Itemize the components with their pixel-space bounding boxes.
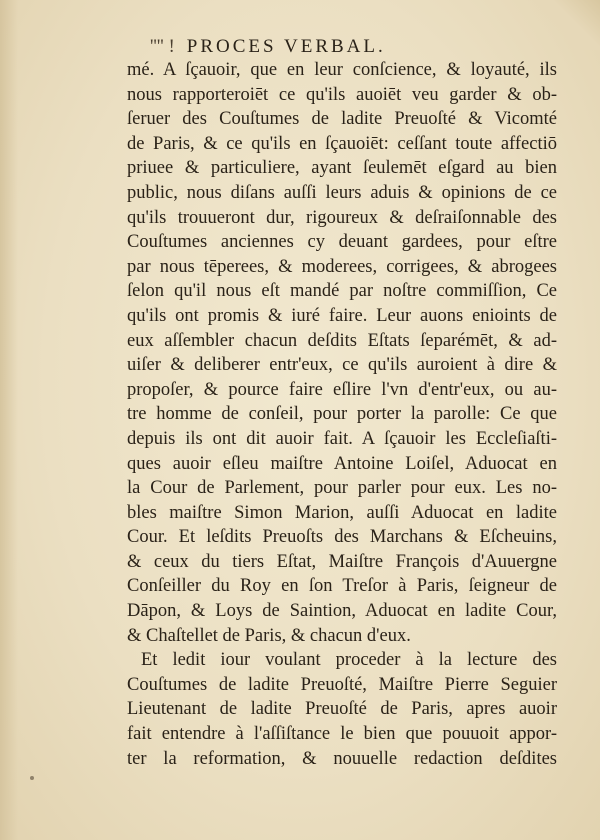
gutter-shadow (0, 0, 18, 840)
page-corner-fold (530, 0, 600, 50)
text-line: nous rapporteroiēt ce qu'ils auoiēt veu garder & ob- (127, 84, 557, 105)
text-line: Dāpon, & Loys de Saintion, Aduocat en ladite Cour, (127, 601, 557, 622)
text-line: Cour. Et leſdits Preuoſts des Marchans & Eſcheuins, (127, 527, 557, 548)
page-title: PROCES VERBAL. (186, 36, 386, 57)
text-line: la Cour de Parlement, pour parler pour eux. Les no- (127, 478, 557, 499)
text-line: qu'ils ont promis & iuré faire. Leur auons enioints de (127, 305, 557, 326)
text-line: depuis ils ont dit auoir fait. A ſçauoir les Eccleſiaſti- (127, 428, 557, 449)
margin-spot (30, 776, 34, 780)
text-line: tre homme de conſeil, pour porter la parolle: Ce que (127, 404, 557, 425)
text-line: propoſer, & pource faire eſlire l'vn d'entr'eux, ou au- (127, 379, 557, 400)
text-line: qu'ils trouueront dur, rigoureux & deſraiſonnable des (127, 207, 557, 228)
text-line: & ceux du tiers Eſtat, Maiſtre François d'Auuergne (127, 551, 557, 572)
text-line: ſelon qu'il nous eſt mandé par noſtre commiſſion, Ce (127, 281, 557, 302)
text-line: Conſeiller du Roy en ſon Treſor à Paris, ſeigneur de (127, 576, 557, 597)
header-ornament: '''' ! (150, 36, 175, 57)
text-line: Lieutenant de ladite Preuoſté de Paris, apres auoir (127, 699, 557, 720)
body-text (127, 58, 557, 771)
text-line: public, nous diſans auſſi leurs aduis & opinions de ce (127, 182, 557, 203)
text-line: ques auoir eſleu maiſtre Antoine Loiſel, Aduocat en (127, 453, 557, 474)
running-header (150, 36, 470, 58)
text-line: eux aſſembler chacun deſdits Eſtats ſeparémēt, & ad- (127, 330, 557, 351)
text-line: bles maiſtre Simon Marion, auſſi Aduocat en ladite (127, 502, 557, 523)
text-line: Couſtumes de ladite Preuoſté, Maiſtre Pierre Seguier (127, 674, 557, 695)
paragraph-start-line: Et ledit iour voulant proceder à la lecture des (141, 650, 557, 671)
text-line: uiſer & deliberer entr'eux, ce qu'ils auroient à dire & (127, 355, 557, 376)
text-line: & Chaſtellet de Paris, & chacun d'eux. (127, 625, 411, 646)
text-line: fait entendre à l'aſſiſtance le bien que pouuoit appor- (127, 724, 557, 745)
text-line: ſeruer des Couſtumes de ladite Preuoſté & Vicomté (127, 109, 557, 130)
text-line: priuee & particuliere, ayant ſeulemēt eſgard au bien (127, 158, 557, 179)
text-line: de Paris, & ce qu'ils en ſçauoiēt: ceſſant toute affectiō (127, 133, 557, 154)
text-line: par nous tēperees, & moderees, corrigees, & abrogees (127, 256, 557, 277)
text-line: ter la reformation, & nouuelle redaction deſdites (127, 748, 557, 769)
text-line: Couſtumes anciennes cy deuant gardees, pour eſtre (127, 232, 557, 253)
text-line: mé. A ſçauoir, que en leur conſcience, & loyauté, ils (127, 60, 557, 80)
